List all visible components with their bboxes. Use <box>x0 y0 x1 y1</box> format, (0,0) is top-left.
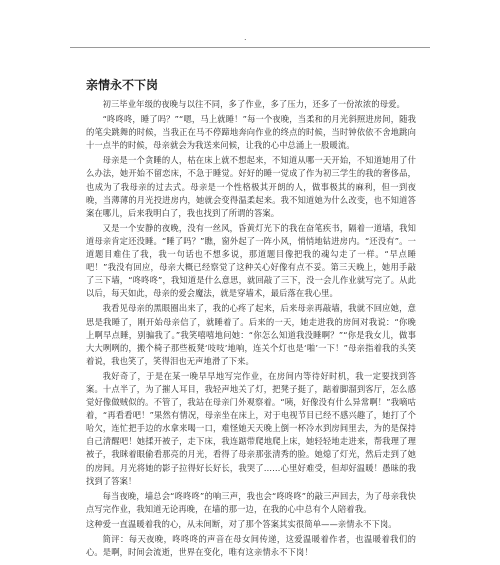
article-paragraph: 初三毕业年级的夜晚与以往不同，多了作业，多了压力，还多了一份浓浓的母爱。 <box>102 99 405 109</box>
header-mark: . <box>244 33 247 42</box>
article-body <box>86 98 416 559</box>
article-paragraph: 母亲是一个贪睡的人，枯在床上就不想起来，不知道从哪一天开始，不知道她用了什么办法，她开始不留恋床，不急于睡觉。好好的睡一觉成了作为初三学生的我的奢侈品，也成为了我母亲的过去式。母亲是一个性格极其开朗的人，做事极其的麻利，但一到夜晚，当薄薄的月光投进房内，她就会变得温柔起来。我不知道她为什么改变，也不知道答案在哪儿，后来我明白了，我也找到了所谓的答案。 <box>86 155 416 218</box>
article-paragraph: 我好奇了，于是在某一晚早早地写完作业，在房间内等待好时机，我一定要找到答案。十点半了，为了摧人耳目，我轻声地关了灯，把凳子挺了，踮着脚溜到客厅，怎么感觉好像做贼似的。不管了，我站在母亲门外观察着。“咦，好像没有什么异常啊！”我嘀咕着，“再看看吧！”果然有情况，母亲坐在床上，对于电视节目已经不感兴趣了，她打了个哈欠，连忙把手边的水拿来喝一口，难怪她天天晚上倒一杯冷水到房间里去，为的是保持自己清醒吧！她揉开被子，走下床，我连踮带爬地爬上床，她轻轻地走进来，帮我理了理被子，我眯着眼偷看那亮的月光，看得了母亲那张清秀的脸。她熄了灯光，然后走到了她的房间。月光将她的影子拉得好长好长，我哭了……心里好难受，但却好温暖！愚昧的我找到了答案！ <box>86 370 416 486</box>
article-paragraph: 每当夜晚，墙总会“咚咚咚”的响三声，我也会“咚咚咚”的敲三声回去，为了母亲我快点写完作业，我知道无论再晚，在墙的那一边，在我的心中总有个人陪着我。 <box>86 490 416 514</box>
article-paragraph: 又是一个安静的夜晚，没有一丝风，昏黄灯光下的我在奋笔疾书，隔着一道墙，我知道母亲肯定还没睡。“睡了吗？”瞧，窗外起了一阵小风，悄悄地钻进房内。“还没有”。一道题目难住了我，我一句话也不想多说，那道题目像把我的魂勾走了一样。“早点睡吧！”我没有回应，母亲大概已经察觉了这种关心好像有点不妥。第三天晚上，她用手敲了三下墙，“咚咚咚”，我知道是什么意思，就回敲了三下，没一会儿作业就写完了。从此以后，每天如此，母亲的爱会魔法，就是穿墙术，最后落在我心里。 <box>86 222 416 299</box>
article-paragraph: “咚咚咚，睡了吗？”“嗯，马上就睡！”每一个夜晚，当柔和的月光斜照进房间，随我的笔尖跳舞的时候，当我正在马不停蹄地奔向作业的终点的时候，当时钟依依不舍地跳向十一点半的时候，母亲就会为我送来问候，让我的心中总涌上一股暖流。 <box>86 114 416 151</box>
article-title: 亲情永不下岗 <box>86 78 159 92</box>
header-divider <box>70 47 430 48</box>
review-paragraph: 简评：每天夜晚，咚咚咚的声音在母女间传递，这爱温暖着作者，也温暖着我们的心。是啊，时间会流逝，世界在变化，唯有这亲情永不下岗！ <box>86 534 416 558</box>
article-paragraph: 这种爱一直温暖着我的心，从未间断，对了那个答案其实很简单——亲情永不下岗。 <box>86 518 397 529</box>
article-paragraph: 我看见母亲的黑眼圈出来了，我的心疼了起来，后来母亲再敲墙，我就不回应她，意思是我睡了，刚开始母亲信了，就睡着了。后来的一天，她走进我的房间对我说：“你晚上啊早点睡，别骗我了。”我笑嘻嘻地问她：“你怎么知道我没睡啊？”“你是我女儿，做事大大咧咧的，搬个椅子那些板凳‘吱吱’地响，连关个灯也是‘啪’一下！”母亲指着我的头笑着说，我也笑了，笑得泪也无声地滑了下来。 <box>86 303 416 366</box>
